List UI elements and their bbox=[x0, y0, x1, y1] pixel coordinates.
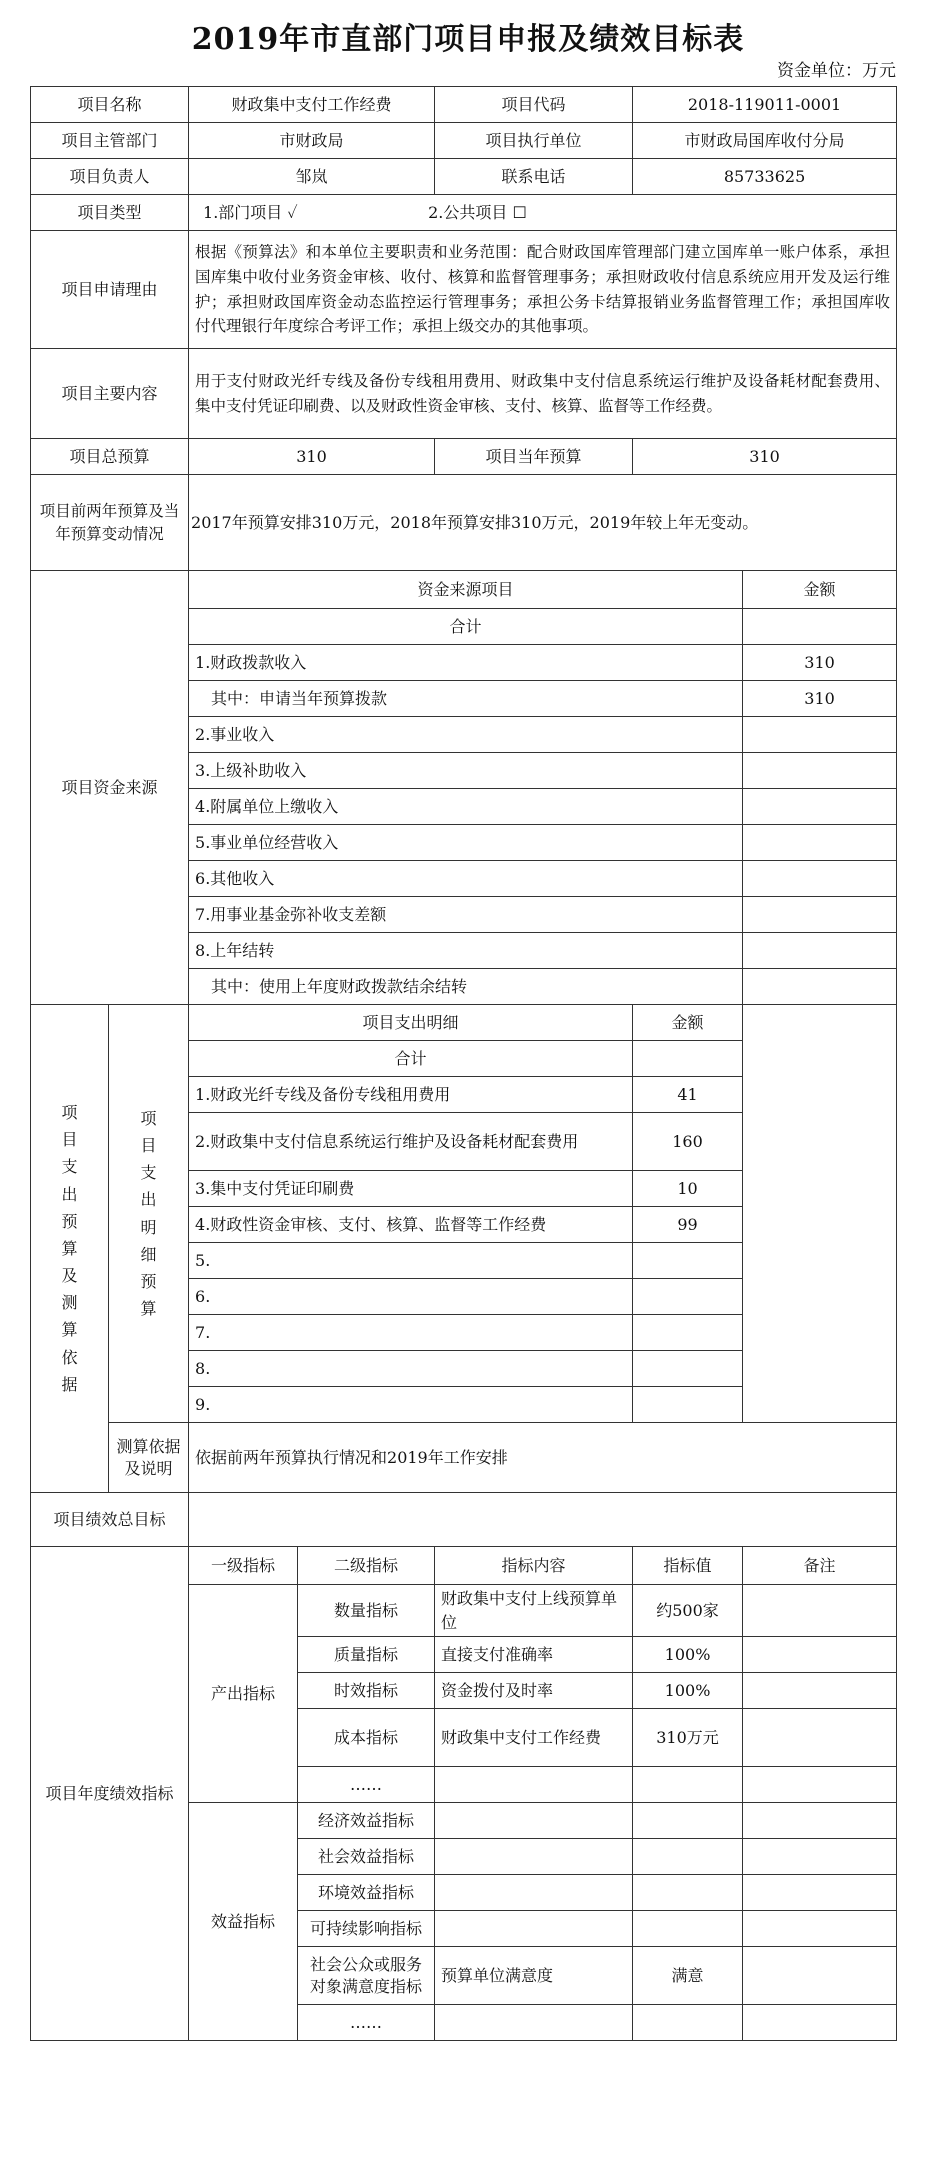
funding-item: 其中：使用上年度财政拨款结余结转 bbox=[189, 969, 743, 1005]
label-annual-indicators: 项目年度绩效指标 bbox=[31, 1547, 189, 2041]
funding-item: 7.用事业基金弥补收支差额 bbox=[189, 897, 743, 933]
expense-amount: 99 bbox=[633, 1207, 743, 1243]
label-benefit-indicators: 效益指标 bbox=[189, 1803, 298, 2041]
funding-item: 5.事业单位经营收入 bbox=[189, 825, 743, 861]
funding-col-amount: 金额 bbox=[743, 571, 897, 609]
indicator-content bbox=[435, 1875, 633, 1911]
indicator-level2: 成本指标 bbox=[298, 1709, 435, 1767]
expense-item: 2.财政集中支付信息系统运行维护及设备耗材配套费用 bbox=[189, 1113, 633, 1171]
indicator-header: 二级指标 bbox=[298, 1547, 435, 1585]
value-project-name: 财政集中支付工作经费 bbox=[189, 87, 435, 123]
value-calc-basis: 依据前两年预算执行情况和2019年工作安排 bbox=[189, 1423, 897, 1493]
funding-item: 8.上年结转 bbox=[189, 933, 743, 969]
type-option-public: 2.公共项目 ☐ bbox=[428, 202, 527, 222]
expense-col-item: 项目支出明细 bbox=[189, 1005, 633, 1041]
indicator-level2: 环境效益指标 bbox=[298, 1875, 435, 1911]
funding-amount bbox=[743, 753, 897, 789]
label-current-budget: 项目当年预算 bbox=[435, 439, 633, 475]
expense-amount bbox=[633, 1351, 743, 1387]
indicator-note bbox=[743, 1637, 897, 1673]
value-project-type bbox=[189, 195, 897, 231]
label-project-name: 项目名称 bbox=[31, 87, 189, 123]
funding-amount bbox=[743, 969, 897, 1005]
value-exec-unit: 市财政局国库收付分局 bbox=[633, 123, 897, 159]
label-output-indicators: 产出指标 bbox=[189, 1585, 298, 1803]
expense-item: 1.财政光纤专线及备份专线租用费用 bbox=[189, 1077, 633, 1113]
indicator-content bbox=[435, 1911, 633, 1947]
indicator-content: 直接支付准确率 bbox=[435, 1637, 633, 1673]
indicator-value: 约500家 bbox=[633, 1585, 743, 1637]
indicator-note bbox=[743, 1585, 897, 1637]
label-expense-outer bbox=[31, 1005, 109, 1493]
expense-amount: 41 bbox=[633, 1077, 743, 1113]
value-total-budget: 310 bbox=[189, 439, 435, 475]
value-dept: 市财政局 bbox=[189, 123, 435, 159]
type-option-dept: 1.部门项目 ✓ bbox=[203, 202, 298, 222]
indicator-level2: 质量指标 bbox=[298, 1637, 435, 1673]
funding-item: 6.其他收入 bbox=[189, 861, 743, 897]
indicator-level2: …… bbox=[298, 1767, 435, 1803]
value-budget-change: 2017年预算安排310万元，2018年预算安排310万元，2019年较上年无变动。 bbox=[189, 475, 897, 571]
indicator-level2: 社会效益指标 bbox=[298, 1839, 435, 1875]
indicator-note bbox=[743, 1673, 897, 1709]
label-content: 项目主要内容 bbox=[31, 349, 189, 439]
expense-total-value bbox=[633, 1041, 743, 1077]
indicator-content: 预算单位满意度 bbox=[435, 1947, 633, 2005]
indicator-note bbox=[743, 2005, 897, 2041]
indicator-level2: 可持续影响指标 bbox=[298, 1911, 435, 1947]
indicator-content: 财政集中支付上线预算单位 bbox=[435, 1585, 633, 1637]
label-expense-inner bbox=[109, 1005, 189, 1423]
indicator-note bbox=[743, 1911, 897, 1947]
expense-item: 6. bbox=[189, 1279, 633, 1315]
funding-amount bbox=[743, 897, 897, 933]
expense-item: 4.财政性资金审核、支付、核算、监督等工作经费 bbox=[189, 1207, 633, 1243]
indicator-value bbox=[633, 1767, 743, 1803]
indicator-note bbox=[743, 1947, 897, 2005]
value-current-budget: 310 bbox=[633, 439, 897, 475]
indicator-level2: 时效指标 bbox=[298, 1673, 435, 1709]
expense-col-amount: 金额 bbox=[633, 1005, 743, 1041]
label-project-code: 项目代码 bbox=[435, 87, 633, 123]
value-reason: 根据《预算法》和本单位主要职责和业务范围：配合财政国库管理部门建立国库单一账户体系，承担国库集中收付业务资金审核、收付、核算和监督管理事务；承担财政收付信息系统应用开发及运行维护；承担财政国库资金动态监控运行管理事务；承担公务卡结算报销业务监督管理工作；承担国库收付代理银行年度综合考评工作；承担上级交办的其他事项。 bbox=[189, 231, 897, 349]
funding-amount: 310 bbox=[743, 645, 897, 681]
indicator-header: 指标值 bbox=[633, 1547, 743, 1585]
expense-item: 3.集中支付凭证印刷费 bbox=[189, 1171, 633, 1207]
funding-amount bbox=[743, 825, 897, 861]
label-exec-unit: 项目执行单位 bbox=[435, 123, 633, 159]
label-reason: 项目申请理由 bbox=[31, 231, 189, 349]
page-title: 2019年市直部门项目申报及绩效目标表 bbox=[191, 22, 745, 57]
indicator-value bbox=[633, 2005, 743, 2041]
expense-amount: 10 bbox=[633, 1171, 743, 1207]
label-total-budget: 项目总预算 bbox=[31, 439, 189, 475]
indicator-value bbox=[633, 1875, 743, 1911]
label-perf-goal: 项目绩效总目标 bbox=[31, 1493, 189, 1547]
indicator-header: 备注 bbox=[743, 1547, 897, 1585]
expense-item: 9. bbox=[189, 1387, 633, 1423]
indicator-level2: 社会公众或服务对象满意度指标 bbox=[298, 1947, 435, 2005]
expense-amount bbox=[633, 1279, 743, 1315]
funding-amount bbox=[743, 717, 897, 753]
funding-item: 1.财政拨款收入 bbox=[189, 645, 743, 681]
indicator-level2: 经济效益指标 bbox=[298, 1803, 435, 1839]
funding-amount bbox=[743, 861, 897, 897]
indicator-note bbox=[743, 1875, 897, 1911]
value-perf-goal bbox=[189, 1493, 897, 1547]
indicator-value: 满意 bbox=[633, 1947, 743, 2005]
expense-blank-cell bbox=[743, 1005, 897, 1423]
indicator-value: 310万元 bbox=[633, 1709, 743, 1767]
expense-amount bbox=[633, 1387, 743, 1423]
indicator-note bbox=[743, 1709, 897, 1767]
label-funding-source: 项目资金来源 bbox=[31, 571, 189, 1005]
value-leader: 邹岚 bbox=[189, 159, 435, 195]
label-budget-change: 项目前两年预算及当年预算变动情况 bbox=[31, 475, 189, 571]
expense-amount bbox=[633, 1243, 743, 1279]
indicator-level2: …… bbox=[298, 2005, 435, 2041]
indicator-value: 100% bbox=[633, 1637, 743, 1673]
vertical-label-text: 项目支出明细预算 bbox=[140, 1108, 157, 1319]
funding-col-item: 资金来源项目 bbox=[189, 571, 743, 609]
expense-amount: 160 bbox=[633, 1113, 743, 1171]
label-project-type: 项目类型 bbox=[31, 195, 189, 231]
funding-total-value bbox=[743, 609, 897, 645]
funding-total-label: 合计 bbox=[189, 609, 743, 645]
indicator-header: 一级指标 bbox=[189, 1547, 298, 1585]
label-calc-basis: 测算依据及说明 bbox=[109, 1423, 189, 1493]
indicator-content: 资金拨付及时率 bbox=[435, 1673, 633, 1709]
value-phone: 85733625 bbox=[633, 159, 897, 195]
label-leader: 项目负责人 bbox=[31, 159, 189, 195]
funding-amount: 310 bbox=[743, 681, 897, 717]
indicator-value bbox=[633, 1803, 743, 1839]
indicator-note bbox=[743, 1767, 897, 1803]
funding-item: 4.附属单位上缴收入 bbox=[189, 789, 743, 825]
indicator-header: 指标内容 bbox=[435, 1547, 633, 1585]
indicator-content bbox=[435, 1803, 633, 1839]
indicator-level2: 数量指标 bbox=[298, 1585, 435, 1637]
funding-item: 3.上级补助收入 bbox=[189, 753, 743, 789]
indicator-value bbox=[633, 1839, 743, 1875]
indicator-content bbox=[435, 2005, 633, 2041]
label-phone: 联系电话 bbox=[435, 159, 633, 195]
label-dept: 项目主管部门 bbox=[31, 123, 189, 159]
indicator-note bbox=[743, 1803, 897, 1839]
value-project-code: 2018-119011-0001 bbox=[633, 87, 897, 123]
funding-amount bbox=[743, 789, 897, 825]
expense-item: 7. bbox=[189, 1315, 633, 1351]
unit-note: 资金单位：万元 bbox=[777, 61, 896, 81]
indicator-content bbox=[435, 1767, 633, 1803]
project-form-table bbox=[30, 86, 897, 2041]
funding-item: 2.事业收入 bbox=[189, 717, 743, 753]
indicator-note bbox=[743, 1839, 897, 1875]
indicator-content: 财政集中支付工作经费 bbox=[435, 1709, 633, 1767]
value-content: 用于支付财政光纤专线及备份专线租用费用、财政集中支付信息系统运行维护及设备耗材配套费用、集中支付凭证印刷费、以及财政性资金审核、支付、核算、监督等工作经费。 bbox=[189, 349, 897, 439]
expense-item: 5. bbox=[189, 1243, 633, 1279]
expense-amount bbox=[633, 1315, 743, 1351]
expense-total-label: 合计 bbox=[189, 1041, 633, 1077]
indicator-content bbox=[435, 1839, 633, 1875]
indicator-value bbox=[633, 1911, 743, 1947]
indicator-value: 100% bbox=[633, 1673, 743, 1709]
expense-item: 8. bbox=[189, 1351, 633, 1387]
funding-item: 其中：申请当年预算拨款 bbox=[189, 681, 743, 717]
funding-amount bbox=[743, 933, 897, 969]
vertical-label-text: 项目支出预算及测算依据 bbox=[61, 1102, 78, 1394]
